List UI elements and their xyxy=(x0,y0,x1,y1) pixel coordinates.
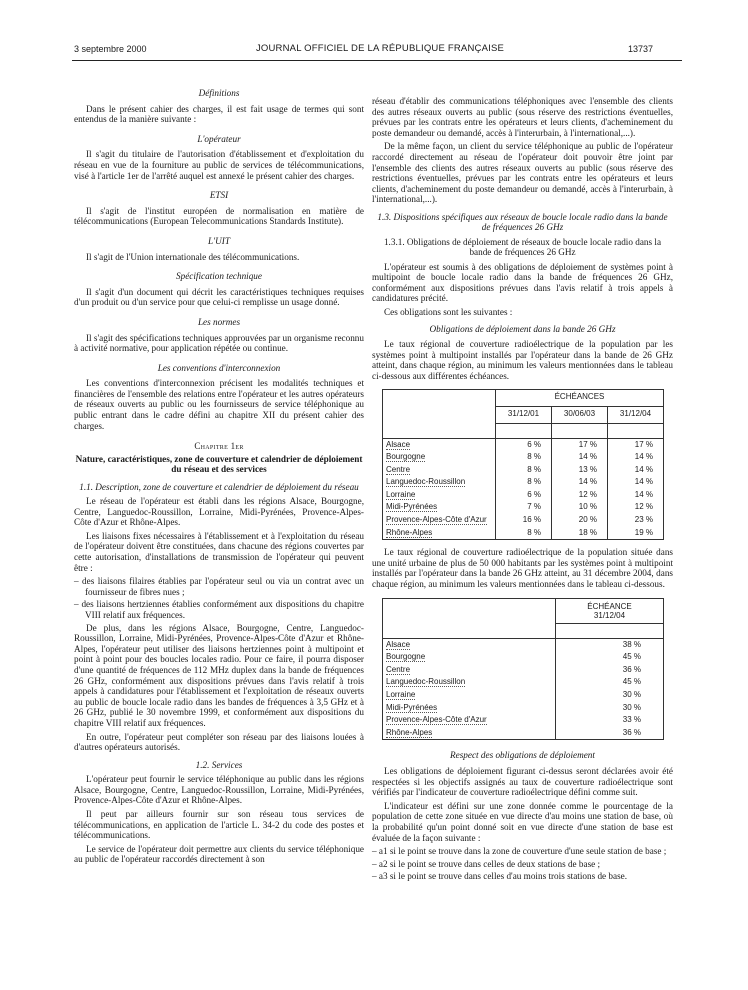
paragraph: Il s'agit du titulaire de l'autorisation d'établissement et d'exploitation du réseau en vue de la fourniture au public de services de télécommunications, visé à l'article 1er de l'arrêté auquel est annexé le présent cahier des charges. xyxy=(74,149,364,181)
region-cell xyxy=(383,501,496,514)
spacer-cell xyxy=(556,623,664,638)
right-column xyxy=(372,96,673,884)
table-row xyxy=(383,527,664,540)
value-cell: 23 % xyxy=(608,514,664,527)
paragraph: Les obligations de déploiement figurant ci-dessus seront déclarées avoir été respectées si les objectifs assignés au taux de couverture radioélectrique sont vérifiés par l'indicateur de couverture radioélectrique défini comme suit. xyxy=(372,765,673,798)
column-header: 31/12/04 xyxy=(608,406,664,423)
table-row xyxy=(383,651,664,664)
heading-respect: Respect des obligations de déploiement xyxy=(450,750,595,761)
paragraph: De la même façon, un client du service téléphonique au public de l'opérateur raccordé directement au réseau de l'opérateur doit pouvoir être joint par l'ensemble des clients des autres réseaux ouverts au public (sous réserve des restrictions éventuelles, prévues par les contrats entre les opérateurs et leurs clients, d'acheminement du poste demandeur ou demandé, accès à l'interurbain, à l'international,...). xyxy=(372,141,673,205)
region-label: Alsace xyxy=(386,639,411,649)
value-cell: 19 % xyxy=(608,527,664,540)
table-row xyxy=(383,714,664,727)
table-row xyxy=(383,476,664,489)
table-row xyxy=(383,514,664,527)
region-cell xyxy=(383,489,496,502)
value-cell: 16 % xyxy=(496,514,552,527)
column-header: 31/12/01 xyxy=(496,406,552,423)
subsection-heading: 1.3.1. Obligations de déploiement de réseaux de boucle locale radio dans la bande de fréquences 26 GHz xyxy=(383,236,662,258)
table-row xyxy=(383,489,664,502)
value-cell: 17 % xyxy=(608,438,664,451)
region-label: Provence-Alpes-Côte d'Azur xyxy=(386,515,487,525)
region-label: Provence-Alpes-Côte d'Azur xyxy=(386,715,487,725)
chapter-label: Chapitre 1er xyxy=(194,441,244,452)
region-label: Bourgogne xyxy=(386,452,426,462)
table-row xyxy=(383,676,664,689)
paragraph: Les conventions d'interconnexion précisent les modalités techniques et financières de l'ensemble des relations entre l'opérateur et les autres opérateurs de réseaux ouverts au public ou les fournisseurs de service téléphonique au public entrant dans le cadre défini au chapitre XII du présent cahier des charges. xyxy=(74,378,364,431)
table-row xyxy=(383,702,664,715)
left-column xyxy=(74,88,364,868)
page-header xyxy=(0,0,748,70)
paragraph: Le réseau de l'opérateur est établi dans les régions Alsace, Bourgogne, Centre, Languedoc-Roussillon, Lorraine, Midi-Pyrénées, Provence-Alpes-Côte d'Azur et Rhône-Alpes. xyxy=(74,496,364,528)
region-cell xyxy=(383,651,556,664)
heading-obligations: Obligations de déploiement dans la bande 26 GHz xyxy=(429,323,616,334)
value-cell: 33 % xyxy=(556,714,664,727)
region-cell xyxy=(383,676,556,689)
table-corner-cell xyxy=(383,598,556,638)
spacer-cell xyxy=(496,423,552,438)
value-cell: 17 % xyxy=(552,438,608,451)
table-row xyxy=(383,689,664,702)
region-cell xyxy=(383,664,556,677)
region-cell xyxy=(383,464,496,477)
section-heading: 1.2. Services xyxy=(195,759,243,770)
value-cell: 30 % xyxy=(556,689,664,702)
value-cell: 12 % xyxy=(552,489,608,502)
header-page-number: 13737 xyxy=(628,44,654,54)
table-row xyxy=(383,451,664,464)
value-cell: 12 % xyxy=(608,501,664,514)
spacer-cell xyxy=(552,423,608,438)
value-cell: 14 % xyxy=(608,451,664,464)
paragraph: Le taux régional de couverture radioélectrique de la population située dans une unité urbaine de plus de 50 000 habitants par les systèmes point à multipoint installés par l'opérateur dans la bande 26 GHz atteint, au 31 décembre 2004, dans chaque région, au minimum les valeurs mentionnées dans le tableau ci-dessous. xyxy=(372,547,673,590)
chapter-title: Nature, caractéristiques, zone de couverture et calendrier de déploiement du réseau et des services xyxy=(75,453,363,475)
value-cell: 13 % xyxy=(552,464,608,477)
paragraph: Dans le présent cahier des charges, il est fait usage de termes qui sont entendus de la manière suivante : xyxy=(74,103,364,125)
deployment-table-2 xyxy=(382,598,664,741)
table-header-date: 31/12/04 xyxy=(593,610,626,620)
region-cell xyxy=(383,714,556,727)
region-cell xyxy=(383,476,496,489)
region-cell xyxy=(383,727,556,740)
region-label: Centre xyxy=(386,464,411,474)
value-cell: 10 % xyxy=(552,501,608,514)
list-item: – des liaisons hertziennes établies conformément aux dispositions du chapitre VIII relatif aux fréquences. xyxy=(74,599,364,620)
value-cell: 6 % xyxy=(496,489,552,502)
paragraph: Il s'agit d'un document qui décrit les caractéristiques techniques requises d'un produit ou d'un service pour que celui-ci remplisse un usage donné. xyxy=(74,286,364,308)
paragraph: Le service de l'opérateur doit permettre aux clients du service téléphonique au public de l'opérateur raccordés directement à son xyxy=(74,843,364,865)
region-label: Bourgogne xyxy=(386,652,426,662)
paragraph: L'opérateur peut fournir le service téléphonique au public dans les régions Alsace, Bourgogne, Centre, Languedoc-Roussillon, Lorraine, Midi-Pyrénées, Provence-Alpes-Côte d'Azur et Rhône-Alpes. xyxy=(74,774,364,806)
column-header: 30/06/03 xyxy=(552,406,608,423)
heading-conventions: Les conventions d'interconnexion xyxy=(157,362,281,373)
value-cell: 14 % xyxy=(608,489,664,502)
table-row xyxy=(383,638,664,651)
region-label: Centre xyxy=(386,664,411,674)
value-cell: 8 % xyxy=(496,527,552,540)
region-cell xyxy=(383,638,556,651)
paragraph: De plus, dans les régions Alsace, Bourgogne, Centre, Languedoc-Roussillon, Lorraine, Midi-Pyrénées, Provence-Alpes-Côte d'Azur et Rhône-Alpes, l'opérateur peut utiliser des liaisons hertziennes point à multipoint et point à point pour des boucles locales radio. Pour ce faire, il pourra disposer d'une quantité de fréquences de 112 MHz duplex dans la bande de fréquences 26 GHz, conformément aux dispositions prévues dans l'avis relatif à trois appels à candidatures pour l'établissement et l'exploitation de réseaux ouverts au public de boucle locale radio dans les bandes de fréquences à 3,5 GHz et à 26 GHz, publié le 30 novembre 1999, et conformément aux dispositions du chapitre VIII relatif aux fréquences. xyxy=(74,622,364,728)
list-item: – a3 si le point se trouve dans celles d'au moins trois stations de base. xyxy=(372,871,628,882)
paragraph: réseau d'établir des communications téléphoniques avec l'ensemble des clients des autres réseaux ouverts au public (sous réserve des restrictions éventuelles, prévues par les contrats entre les opérateurs et leurs clients, d'acheminement du poste demandeur ou demandé, accès à l'interurbain, à l'international,...). xyxy=(372,96,673,138)
region-label: Rhône-Alpes xyxy=(386,727,433,737)
region-cell xyxy=(383,689,556,702)
region-label: Lorraine xyxy=(386,690,416,699)
paragraph: En outre, l'opérateur peut compléter son réseau par des liaisons louées à d'autres opérateurs autorisés. xyxy=(74,731,364,753)
header-title: JOURNAL OFFICIEL DE LA RÉPUBLIQUE FRANÇAISE xyxy=(255,43,505,54)
table-corner-cell xyxy=(383,389,496,438)
value-cell: 7 % xyxy=(496,501,552,514)
header-date: 3 septembre 2000 xyxy=(74,44,147,54)
paragraph: Il s'agit de l'institut européen de normalisation en matière de télécommunications (European Telecommunications Standards Institute). xyxy=(74,205,364,227)
heading-operateur: L'opérateur xyxy=(197,133,241,144)
value-cell: 18 % xyxy=(552,527,608,540)
value-cell: 14 % xyxy=(608,476,664,489)
paragraph: Il s'agit de l'Union internationale des télécommunications. xyxy=(86,251,300,262)
value-cell: 6 % xyxy=(496,438,552,451)
deployment-table-1 xyxy=(382,389,664,541)
section-heading: 1.3. Dispositions spécifiques aux réseaux de boucle locale radio dans la bande de fréquences 26 GHz xyxy=(377,211,668,233)
paragraph: L'indicateur est défini sur une zone donnée comme le pourcentage de la population de cette zone située en vue directe d'au moins une station de base, où la probabilité qu'un point donné soit en vue directe d'une station de base est évaluée de la façon suivante : xyxy=(372,800,673,843)
value-cell: 8 % xyxy=(496,464,552,477)
value-cell: 36 % xyxy=(556,664,664,677)
region-cell xyxy=(383,514,496,527)
list-item: – a1 si le point se trouve dans la zone de couverture d'une seule station de base ; xyxy=(372,846,667,857)
region-cell xyxy=(383,702,556,715)
value-cell: 20 % xyxy=(552,514,608,527)
table-row xyxy=(383,727,664,740)
region-label: Midi-Pyrénées xyxy=(386,502,438,512)
value-cell: 45 % xyxy=(556,651,664,664)
value-cell: 14 % xyxy=(608,464,664,477)
paragraph: L'opérateur est soumis à des obligations de déploiement de systèmes point à multipoint de boucle locale radio dans la bande de fréquences 26 GHz, conformément aux dispositions prévues dans l'avis relatif à trois appels à candidatures précité. xyxy=(372,261,673,304)
region-label: Languedoc-Roussillon xyxy=(386,677,466,687)
table-header-label: ÉCHÉANCE xyxy=(587,601,632,611)
value-cell: 8 % xyxy=(496,451,552,464)
heading-normes: Les normes xyxy=(197,316,241,327)
region-label: Rhône-Alpes xyxy=(386,527,433,537)
heading-etsi: ETSI xyxy=(209,190,229,201)
list-item: – a2 si le point se trouve dans celles de deux stations de base ; xyxy=(372,858,601,869)
region-label: Lorraine xyxy=(386,489,416,499)
region-cell xyxy=(383,451,496,464)
heading-definitions: Définitions xyxy=(198,88,240,98)
table-row xyxy=(383,664,664,677)
region-cell xyxy=(383,438,496,451)
spacer-cell xyxy=(608,423,664,438)
paragraph: Il peut par ailleurs fournir sur son réseau tous services de télécommunications, en application de l'article L. 34-2 du code des postes et télécommunications. xyxy=(74,808,364,841)
value-cell: 14 % xyxy=(552,451,608,464)
table-row xyxy=(383,464,664,477)
heading-specification: Spécification technique xyxy=(176,271,262,282)
paragraph: Il s'agit des spécifications techniques approuvées par un organisme reconnu à activité normative, pour application répétée ou continue. xyxy=(74,332,364,354)
value-cell: 14 % xyxy=(552,476,608,489)
value-cell: 36 % xyxy=(556,727,664,740)
region-label: Languedoc-Roussillon xyxy=(386,477,466,487)
table-row xyxy=(383,438,664,451)
table-row xyxy=(383,501,664,514)
section-heading: 1.1. Description, zone de couverture et calendrier de déploiement du réseau xyxy=(79,481,359,492)
paragraph: Le taux régional de couverture radioélectrique de la population par les systèmes point à multipoint installés par l'opérateur dans la bande de 26 GHz atteint, dans chaque région, au minimum les valeurs mentionnées dans le tableau ci-dessous aux différentes échéances. xyxy=(372,339,673,381)
heading-uit: L'UIT xyxy=(208,235,230,246)
region-cell xyxy=(383,527,496,540)
table-header xyxy=(556,598,664,623)
region-label: Midi-Pyrénées xyxy=(386,702,438,712)
value-cell: 8 % xyxy=(496,476,552,489)
list-item: – des liaisons filaires établies par l'opérateur seul ou via un contrat avec un fournisseur de fibres nues ; xyxy=(74,576,364,597)
header-rule xyxy=(72,60,682,61)
value-cell: 38 % xyxy=(556,638,664,651)
region-label: Alsace xyxy=(386,439,411,449)
paragraph: Les liaisons fixes nécessaires à l'établissement et à l'exploitation du réseau de l'opérateur doivent être constituées, dans chacune des régions couvertes par cette autorisation, d'installations de transmission de l'opérateur qui peuvent être : xyxy=(74,530,364,573)
paragraph: Ces obligations sont les suivantes : xyxy=(384,306,513,317)
value-cell: 45 % xyxy=(556,676,664,689)
table-header: ÉCHÉANCES xyxy=(496,389,664,406)
value-cell: 30 % xyxy=(556,702,664,715)
